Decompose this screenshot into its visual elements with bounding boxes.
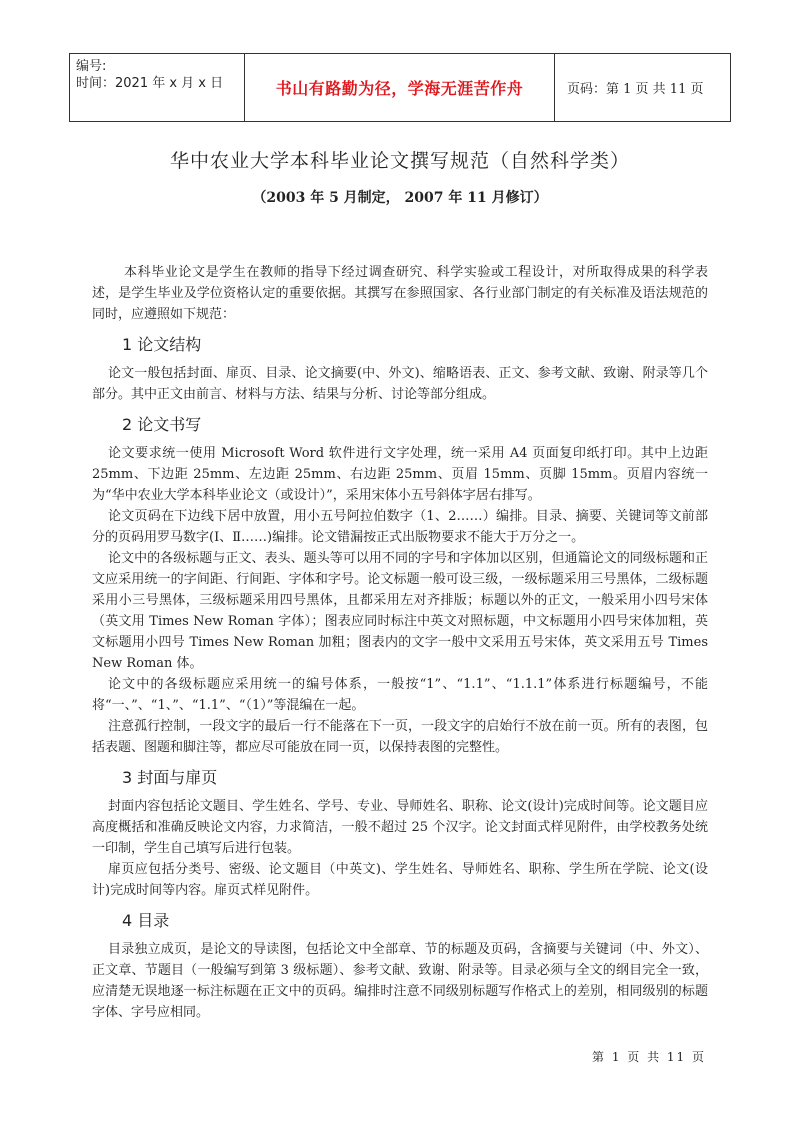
- document-time-label: 时间：2021 年 x 月 x 日: [76, 76, 224, 91]
- document-body: [92, 262, 708, 1023]
- section-paragraph: 论文页码在下边线下居中放置，用小五号阿拉伯数字（1、2……）编排。目录、摘要、关键词等文前部分的页码用罗马数字(Ⅰ、Ⅱ……)编排。论文错漏按正式出版物要求不能大于万分之一。: [92, 509, 708, 545]
- section-paragraph: 扉页应包括分类号、密级、论文题目（中英文)、学生姓名、导师姓名、职称、学生所在学院、论文(设计)完成时间等内容。扉页式样见附件。: [92, 862, 708, 898]
- document-title: 华中农业大学本科毕业论文撰写规范（自然科学类）: [169, 150, 630, 172]
- section-paragraph: 论文要求统一使用 Microsoft Word 软件进行文字处理，统一采用 A4 页面复印纸打印。其中上边距 25mm、下边距 25mm、左边距 25mm、右边距 25mm、页眉 15mm、页脚 15mm。页眉内容统一为“华中农业大学本科毕业论文（或设计）”，采用宋体小五号斜体字居右排写。: [92, 446, 708, 503]
- section-structure: [92, 334, 708, 405]
- document-number-label: 编号:: [76, 59, 107, 74]
- section-cover: [92, 767, 708, 901]
- intro-paragraph: 本科毕业论文是学生在教师的指导下经过调查研究、科学实验或工程设计，对所取得成果的科学表述，是学生毕业及学位资格认定的重要依据。其撰写在参照国家、各行业部门制定的有关标准及语法规范的同时，应遵照如下规范：: [92, 265, 708, 322]
- header-meta-cell: [70, 54, 245, 121]
- section-heading: 1 论文结构: [122, 335, 202, 354]
- header-motto: 书山有路勤为径，学海无涯苦作舟: [245, 54, 555, 121]
- section-writing: [92, 414, 708, 758]
- header-page-label: 页码：第 1 页 共 11 页: [567, 82, 704, 97]
- section-paragraph: 封面内容包括论文题目、学生姓名、学号、专业、导师姓名、职称、论文(设计)完成时间等。论文题目应高度概括和准确反映论文内容，力求简洁，一般不超过 25 个汉字。论文封面式样见附件，由学校教务处统一印制，学生自己填写后进行包装。: [92, 799, 708, 856]
- section-heading: 2 论文书写: [122, 415, 202, 434]
- section-paragraph: 论文一般包括封面、扉页、目录、论文摘要(中、外文)、缩略语表、正文、参考文献、致谢、附录等几个部分。其中正文由前言、材料与方法、结果与分析、讨论等部分组成。: [92, 366, 708, 402]
- section-heading: 3 封面与扉页: [122, 768, 218, 787]
- section-paragraph: 注意孤行控制，一段文字的最后一行不能落在下一页，一段文字的启始行不放在前一页。所有的表图，包括表题、图题和脚注等，都应尽可能放在同一页，以保持表图的完整性。: [92, 719, 708, 755]
- section-paragraph: 目录独立成页，是论文的导读图，包括论文中全部章、节的标题及页码，含摘要与关键词（中、外文）、正文章、节题目（一般编写到第 3 级标题）、参考文献、致谢、附录等。目录必须与全文的纲目完全一致，应清楚无误地逐一标注标题在正文中的页码。编排时注意不同级别标题写作格式上的差别，相同级别的标题字体、字号应相同。: [92, 942, 708, 1020]
- section-paragraph: 论文中的各级标题应采用统一的编号体系，一般按“1”、“1.1”、“1.1.1”体系进行标题编号，不能将“一、”、“1、”、“1.1”、“（1）”等混编在一起。: [92, 677, 708, 713]
- section-paragraph: 论文中的各级标题与正文、表头、题头等可以用不同的字号和字体加以区别，但通篇论文的同级标题和正文应采用统一的字间距、行间距、字体和字号。论文标题一般可设三级，一级标题采用三号黑体，二级标题采用小三号黑体，三级标题采用四号黑体，且都采用左对齐排版；标题以外的正文，一般采用小四号宋体（英文用 Times New Roman 字体）；图表应同时标注中英文对照标题，中文标题用小四号宋体加粗，英文标题用小四号 Times New Roman 加粗；图表内的文字一般中文采用五号宋体，英文采用五号 Times New Roman 体。: [92, 551, 708, 671]
- section-toc: [92, 910, 708, 1023]
- page-footer-indicator: 第 1 页 共 11 页: [592, 1050, 706, 1064]
- document-subtitle: （2003 年 5 月制定， 2007 年 11 月修订）: [252, 190, 548, 206]
- header-table: [69, 53, 731, 122]
- section-heading: 4 目录: [122, 911, 170, 930]
